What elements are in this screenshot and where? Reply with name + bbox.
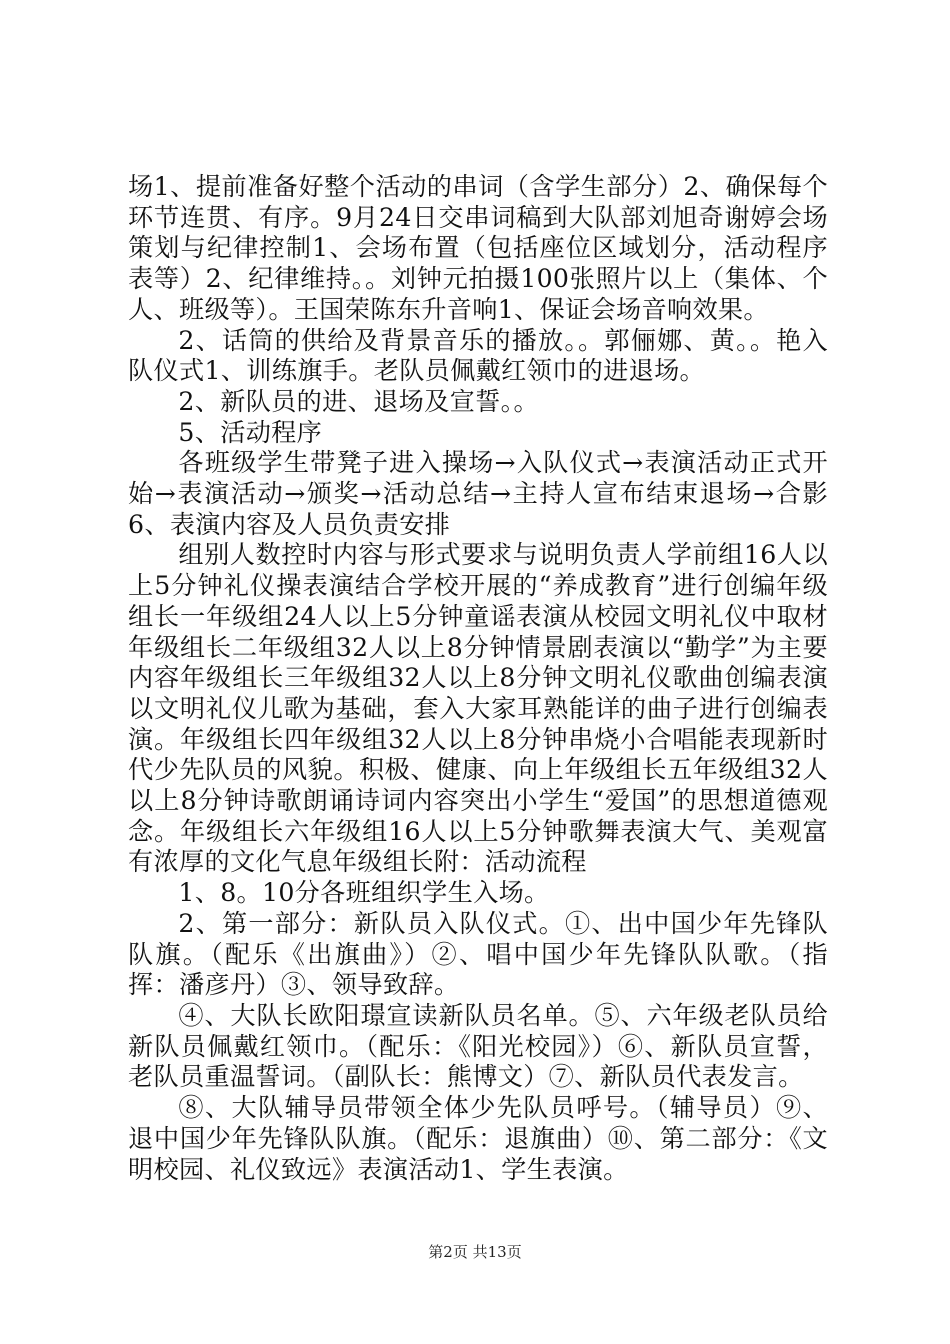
paragraph-2: 2、话筒的供给及背景音乐的播放。。郭俪娜、黄。。艳入队仪式1、训练旗手。老队员佩戴红领巾的进退场。: [128, 325, 828, 386]
paragraph-10: ⑧、大队辅导员带领全体少先队员呼号。（辅导员）⑨、退中国少年先锋队队旗。（配乐：退旗曲）⑩、第二部分：《文明校园、礼仪致远》表演活动1、学生表演。: [128, 1093, 828, 1184]
paragraph-7: 1、8。10分各班组织学生入场。: [178, 878, 550, 908]
paragraph-5: 各班级学生带凳子进入操场→入队仪式→表演活动正式开始→表演活动→颁奖→活动总结→主持人宣布结束退场→合影6、表演内容及人员负责安排: [128, 448, 828, 539]
paragraph-8: 2、第一部分：新队员入队仪式。①、出中国少年先锋队队旗。（配乐《出旗曲》）②、唱中国少年先锋队队歌。（指挥：潘彦丹）③、领导致辞。: [128, 908, 828, 1000]
page-footer: 第2页 共13页: [428, 1243, 522, 1261]
paragraph-4-heading: 5、活动程序: [178, 417, 323, 447]
paragraph-9: ④、大队长欧阳璟宣读新队员名单。⑤、六年级老队员给新队员佩戴红领巾。（配乐：《阳光校园》）⑥、新队员宣誓，老队员重温誓词。（副队长：熊博文）⑦、新队员代表发言。: [128, 1000, 828, 1092]
paragraph-3: 2、新队员的进、退场及宣誓。。: [178, 386, 539, 416]
paragraph-1: 场1、提前准备好整个活动的串词（含学生部分）2、确保每个环节连贯、有序。9月24日交串词稿到大队部刘旭奇谢婷会场策划与纪律控制1、会场布置（包括座位区域划分，活动程序表等）2、纪律维持。。刘钟元拍摄100张照片以上（集体、个人、班级等）。王国荣陈东升音响1、保证会场音响效果。: [128, 172, 828, 324]
paragraph-6: 组别人数控时内容与形式要求与说明负责人学前组16人以上5分钟礼仪操表演结合学校开展的“养成教育”进行创编年级组长一年级组24人以上5分钟童谣表演从校园文明礼仪中取材年级组长二年级组32人以上8分钟情景剧表演以“勤学”为主要内容年级组长三年级组32人以上8分钟文明礼仪歌曲创编表演以文明礼仪儿歌为基础，套入大家耳熟能详的曲子进行创编表演。年级组长四年级组32人以上8分钟串烧小合唱能表现新时代少先队员的风貌。积极、健康、向上年级组长五年级组32人以上8分钟诗歌朗诵诗词内容突出小学生“爱国”的思想道德观念。年级组长六年级组16人以上5分钟歌舞表演大气、美观富有浓厚的文化气息年级组长附：活动流程: [128, 540, 828, 877]
document-body: [128, 172, 828, 1185]
